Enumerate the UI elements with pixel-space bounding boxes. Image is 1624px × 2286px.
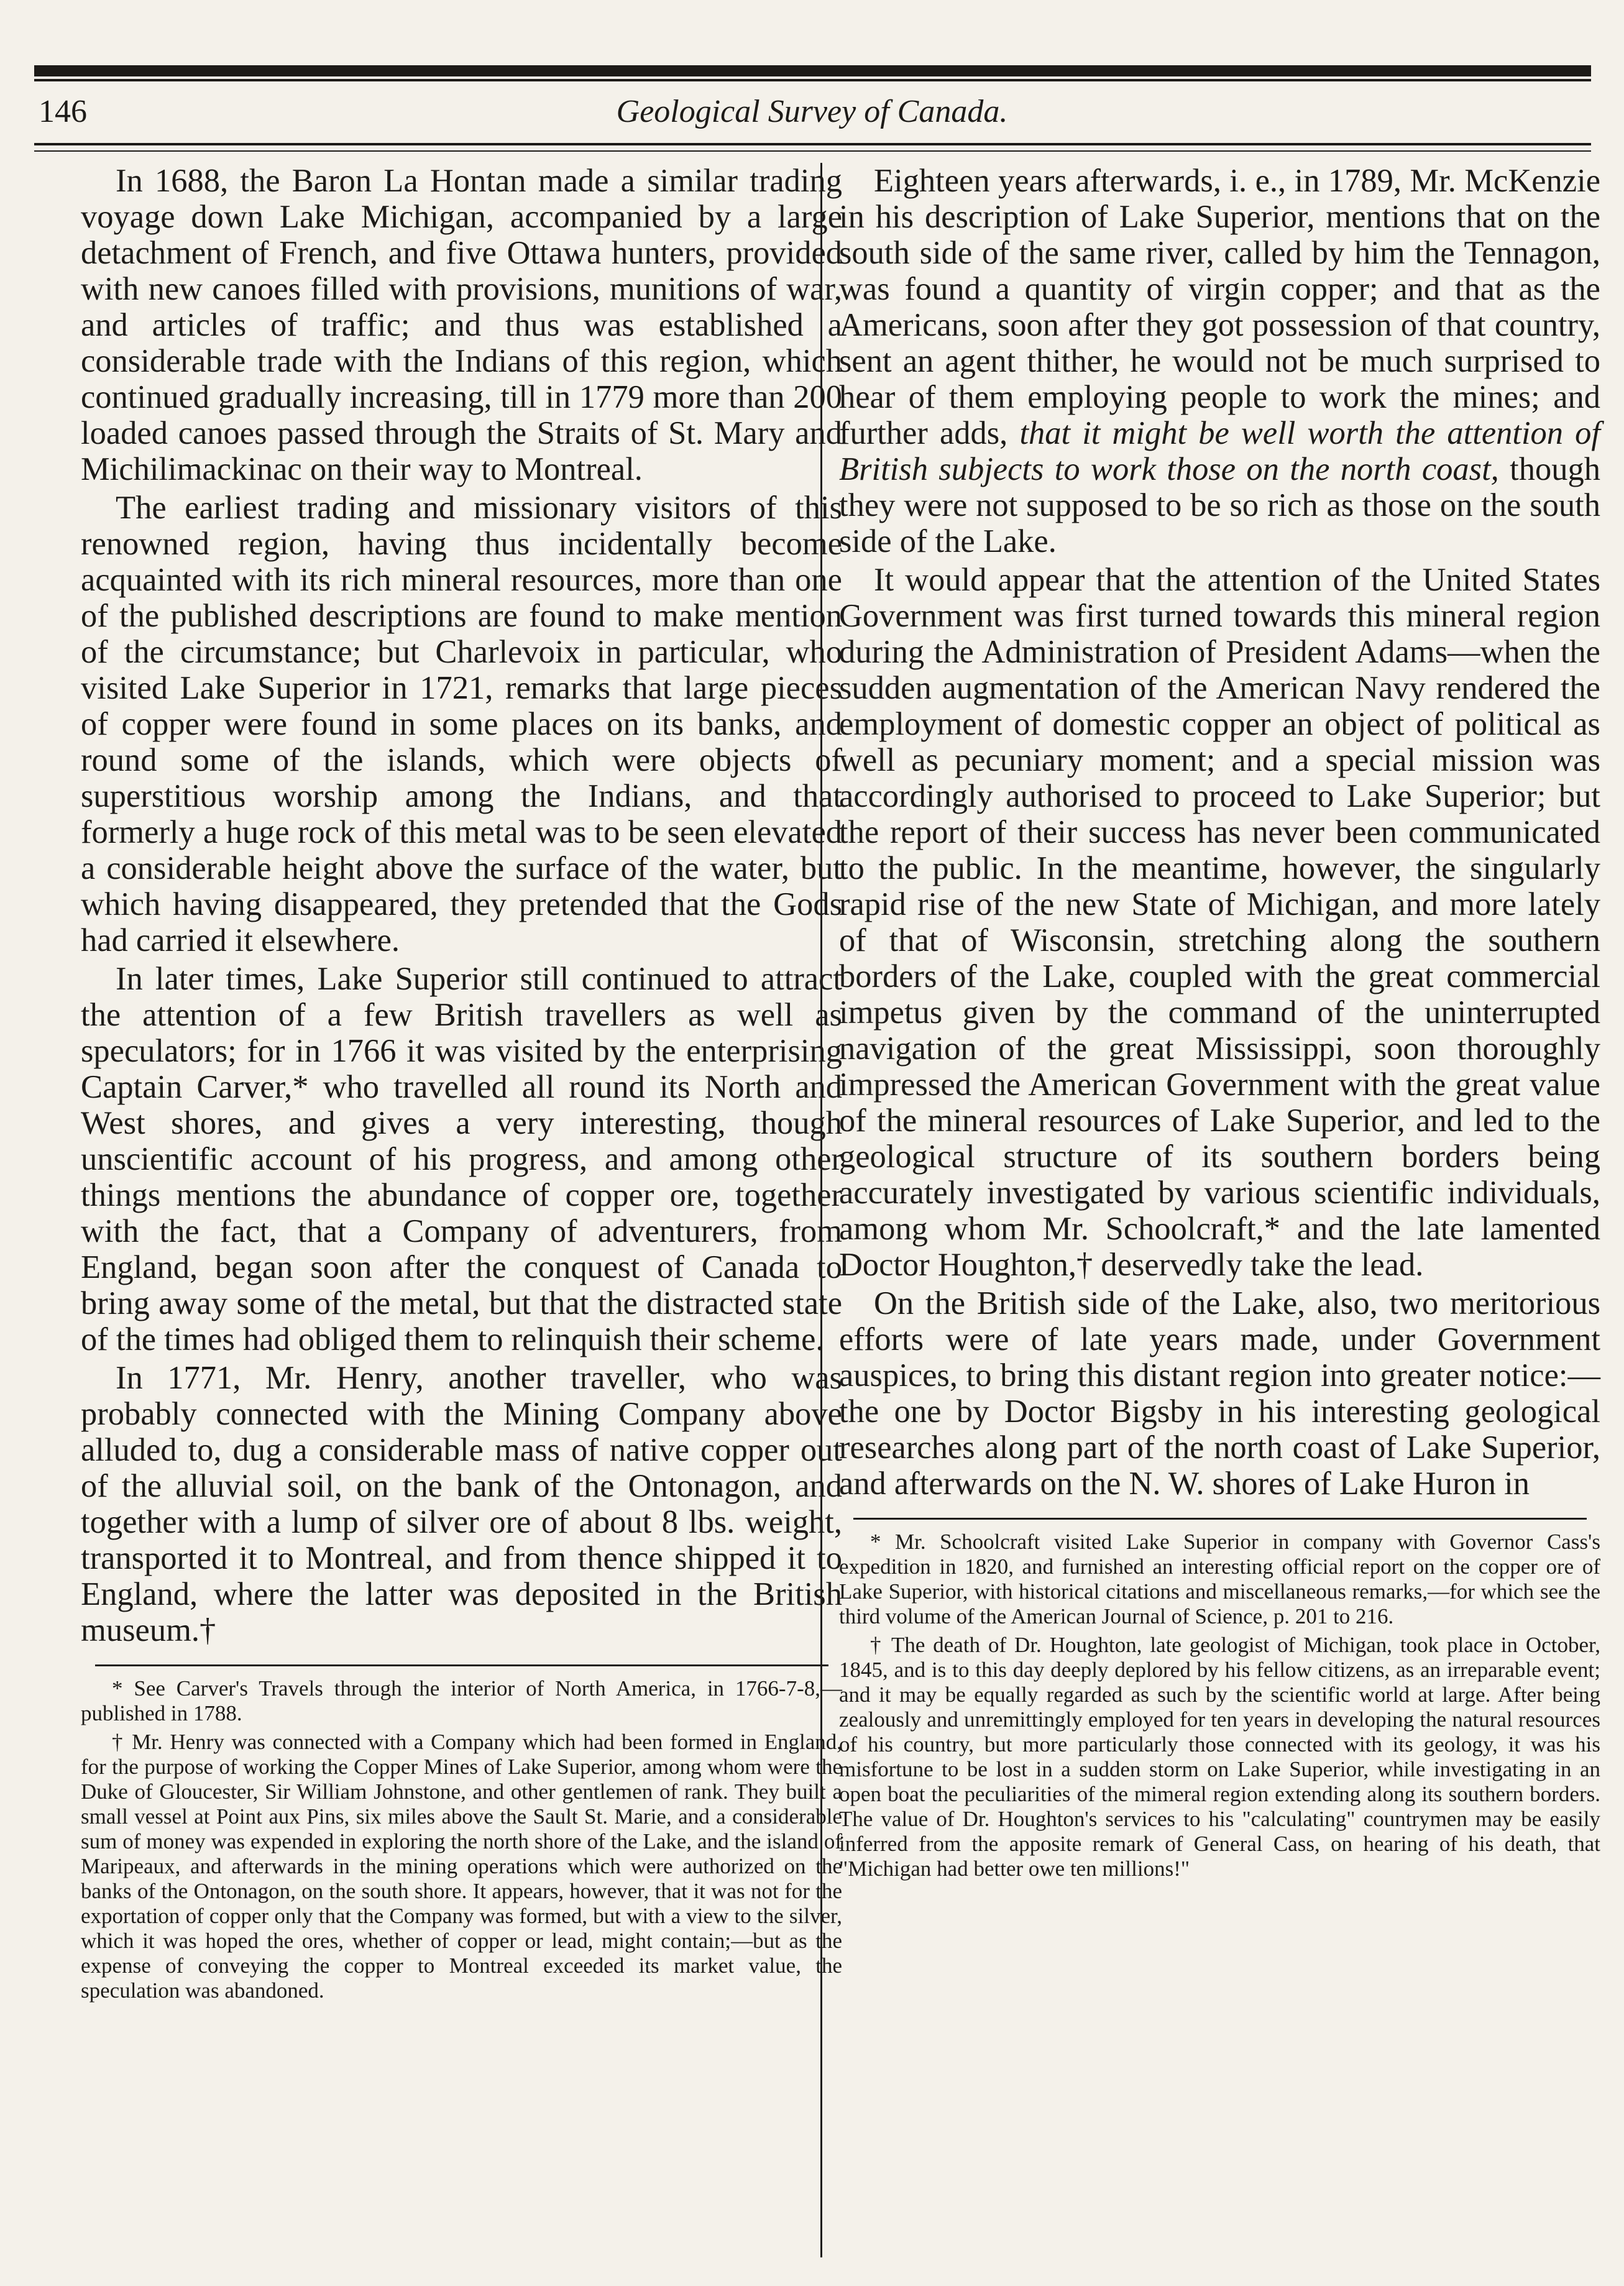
paragraph: In 1771, Mr. Henry, another traveller, who was probably connected with the Mining Company above alluded to, dug a considerable mass of native copper out of the alluvial soil, on the bank of the Ontonagon, and together with a lump of silver ore of about 8 lbs. weight, transported it to Montreal, and from thence shipped it to England, where the latter was deposited in the British museum.† — [81, 1360, 842, 1648]
paragraph-text: Eighteen years afterwards, i. e., in 1789, Mr. McKenzie in his description of Lake Superior, mentions that on the south side of the same river, called by him the Tennagon, was found a quantity of virgin copper; and that as the Americans, soon after they got possession of that country, sent an agent thither, he would not be much surprised to hear of them employing people to work the mines; and further adds, — [839, 163, 1600, 451]
running-title: Geological Survey of Canada. — [616, 94, 1008, 129]
footnote: † Mr. Henry was connected with a Company which had been formed in England, for the purpose of working the Copper Mines of Lake Superior, among whom were the Duke of Gloucester, Sir William Johnstone, and other gentlemen of rank. They built a small vessel at Point aux Pins, six miles above the Sault St. Marie, and a considerable sum of money was expended in exploring the north shore of the Lake, and the island of Maripeaux, and afterwards in the mining operations which were authorized on the banks of the Ontonagon, on the south shore. It appears, however, that it was not for the exportation of copper only that the Company was formed, but with a view to the silver, which it was hoped the ores, whether of copper or lead, might contain;—but as the expense of conveying the copper to Montreal exceeded its market value, the speculation was abandoned. — [81, 1730, 842, 2003]
page-number: 146 — [39, 94, 87, 129]
left-column — [81, 163, 842, 2003]
footnote-rule — [95, 1664, 828, 1666]
paragraph: On the British side of the Lake, also, two meritorious efforts were of late years made, under Government auspices, to bring this distant region into greater notice:—the one by Doctor Bigsby in his interesting geological researches along part of the north coast of Lake Superior, and afterwards on the N. W. shores of Lake Huron in — [839, 1285, 1600, 1502]
footnote: † The death of Dr. Houghton, late geologist of Michigan, took place in October, 1845, and is to this day deeply deplored by his fellow citizens, as an irreparable event; and it may be equally regarded as such by the scientific world at large. After being zealously and unremittingly employed for ten years in developing the natural resources of his country, but more particularly those connected with its geology, it was his misfortune to be lost in a sudden storm on Lake Superior, while investigating in an open boat the peculiarities of the mimeral region extending along its southern borders. The value of Dr. Houghton's services to his "calculating" countrymen may be easily inferred from the apposite remark of General Cass, on hearing of his death, that "Michigan had better owe ten millions!" — [839, 1633, 1600, 1881]
paragraph: The earliest trading and missionary visitors of this renowned region, having thus incidentally become acquainted with its rich mineral resources, more than one of the published descriptions are found to make mention of the circumstance; but Charlevoix in particular, who visited Lake Superior in 1721, remarks that large pieces of copper were found in some places on its banks, and round some of the islands, which were objects of superstitious worship among the Indians, and that formerly a huge rock of this metal was to be seen elevated a considerable height above the surface of the water, but which having disappeared, they pretended that the Gods had carried it elsewhere. — [81, 490, 842, 958]
top-border-rule — [34, 65, 1591, 76]
paragraph: It would appear that the attention of the United States Government was first turned towards this mineral region during the Administration of President Adams—when the sudden augmentation of the American Navy rendered the employment of domestic copper an object of political as well as pecuniary moment; and a special mission was accordingly authorised to proceed to Lake Superior; but the report of their success has never been communicated to the public. In the meantime, however, the singularly rapid rise of the new State of Michigan, and more lately of that of Wisconsin, stretching along the southern borders of the Lake, coupled with the great commercial impetus given by the command of the uninterrupted navigation of the great Mississippi, soon thoroughly impressed the American Government with the great value of the mineral resources of Lake Superior, and led to the geological structure of its southern borders being accurately investigated by various scientific individuals, among whom Mr. Schoolcraft,* and the late lamented Doctor Houghton,† deservedly take the lead. — [839, 562, 1600, 1283]
right-column — [839, 163, 1600, 1881]
paragraph: In later times, Lake Superior still continued to attract the attention of a few British travellers as well as speculators; for in 1766 it was visited by the enterprising Captain Carver,* who travelled all round its North and West shores, and gives a very interesting, though unscientific account of his progress, and among other things mentions the abundance of copper ore, together with the fact, that a Company of adventurers, from England, began soon after the conquest of Canada to bring away some of the metal, but that the distracted state of the times had obliged them to relinquish their scheme. — [81, 961, 842, 1357]
footnote: * See Carver's Travels through the interior of North America, in 1766-7-8,—published in 1788. — [81, 1676, 842, 1725]
paragraph: In 1688, the Baron La Hontan made a similar trading voyage down Lake Michigan, accompanied by a large detachment of French, and five Ottawa hunters, provided with new canoes filled with provisions, munitions of war, and articles of traffic; and thus was established a considerable trade with the Indians of this region, which continued gradually increasing, till in 1779 more than 200 loaded canoes passed through the Straits of St. Mary and Michilimackinac on their way to Montreal. — [81, 163, 842, 487]
paragraph — [839, 163, 1600, 559]
italic-quotation: that it might be well worth the attention of British subjects to work those on the north coast, — [839, 415, 1600, 487]
footnote-rule — [853, 1518, 1587, 1520]
header-rule — [34, 143, 1591, 145]
footnote: * Mr. Schoolcraft visited Lake Superior in company with Governor Cass's expedition in 1820, and furnished an interesting official report on the copper ore of Lake Superior, with historical citations and miscellaneous remarks,—for which see the third volume of the American Journal of Science, p. 201 to 216. — [839, 1530, 1600, 1628]
header-rule-thin — [34, 150, 1591, 152]
paragraph-text: though they were not supposed to be so rich as those on the south side of the Lake. — [839, 451, 1600, 559]
